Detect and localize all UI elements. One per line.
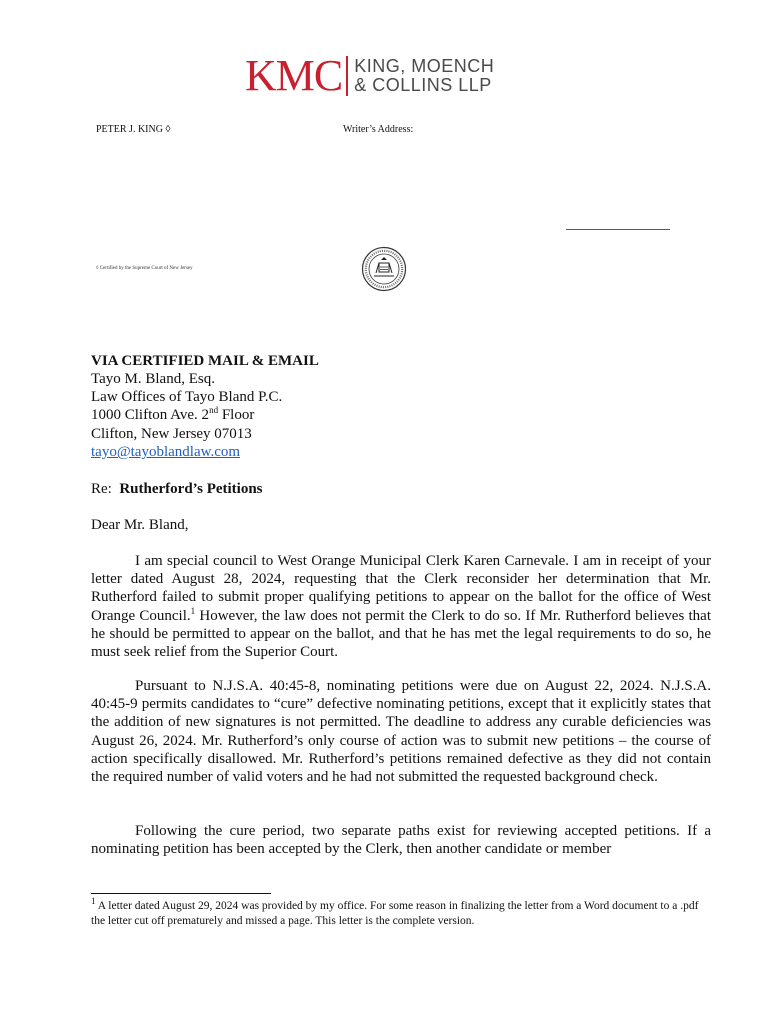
delivery-method: VIA CERTIFIED MAIL & EMAIL bbox=[91, 353, 319, 369]
recipient-email-link[interactable]: tayo@tayoblandlaw.com bbox=[91, 444, 241, 460]
footnote-marker: 1 bbox=[91, 896, 96, 907]
recipient-firm: Law Offices of Tayo Bland P.C. bbox=[91, 389, 283, 405]
paragraph-1-text: I am special council to West Orange Municipal Clerk Karen Carnevale. I am in receipt of your letter dated August 28, 2024, requesting that the Clerk reconsider her determination that Mr. Rutherford failed to submit proper qualifying petitions to appear on the ballot for the office of West Orange Council. bbox=[91, 553, 711, 624]
paragraph-1 bbox=[91, 552, 711, 661]
recipient-address bbox=[91, 406, 254, 424]
firm-line-1: KING, MOENCH bbox=[354, 56, 495, 76]
certification-note: ◊ Certified by the Supreme Court of New Jersey bbox=[96, 266, 193, 271]
partner-name: PETER J. KING ◊ bbox=[96, 124, 171, 135]
paragraph-2: Pursuant to N.J.S.A. 40:45-8, nominating petitions were due on August 22, 2024. N.J.S.A. 40:45-9 permits candidates to “cure” defective nominating petitions, except that it explicitly states that the addition of new signatures is not permitted. The deadline to address any curable deficiencies was August 26, 2024. Mr. Rutherford’s only course of action was to submit new petitions – the course of action specifically disallowed. Mr. Rutherford’s petitions remained defective as they did not contain the required number of valid voters and he had not submitted the requested background check. bbox=[91, 678, 711, 786]
logo-firm-name bbox=[354, 57, 494, 95]
footnote-ref: 1 bbox=[190, 605, 196, 616]
firm-line-2: & COLLINS LLP bbox=[354, 75, 492, 95]
address-part-1: 1000 Clifton Ave. 2 bbox=[91, 407, 210, 423]
address-part-2: Floor bbox=[218, 407, 255, 423]
logo-divider bbox=[346, 56, 348, 96]
subject-text: Rutherford’s Petitions bbox=[119, 481, 263, 497]
footnote-text: A letter dated August 29, 2024 was provided by my office. For some reason in finalizing the letter from a Word document to a .pdf the letter cut off prematurely and missed a page. This letter is the complete version. bbox=[91, 900, 699, 927]
subject-line bbox=[91, 480, 263, 498]
subject-label: Re: bbox=[91, 481, 112, 497]
paragraph-1-text-cont: However, the law does not permit the Clerk to do so. If Mr. Rutherford believes that he should be permitted to appear on the ballot, and that he has met the legal requirements to do so, he must seek relief from the Superior Court. bbox=[91, 607, 712, 661]
logo-mark: KMC bbox=[245, 51, 343, 100]
recipient-name: Tayo M. Bland, Esq. bbox=[91, 371, 215, 387]
redacted-link-line bbox=[566, 229, 670, 230]
address-superscript: nd bbox=[209, 405, 219, 415]
firm-logo bbox=[245, 51, 495, 100]
paragraph-3: Following the cure period, two separate paths exist for reviewing accepted petitions. If a nominating petition has been accepted by the Clerk, then another candidate or member bbox=[91, 823, 711, 858]
salutation: Dear Mr. Bland, bbox=[91, 517, 189, 533]
footnote-divider bbox=[91, 893, 271, 894]
footnote bbox=[91, 896, 711, 929]
writers-address-label: Writer’s Address: bbox=[343, 124, 414, 135]
state-seal-icon bbox=[361, 246, 407, 292]
recipient-city: Clifton, New Jersey 07013 bbox=[91, 426, 252, 442]
